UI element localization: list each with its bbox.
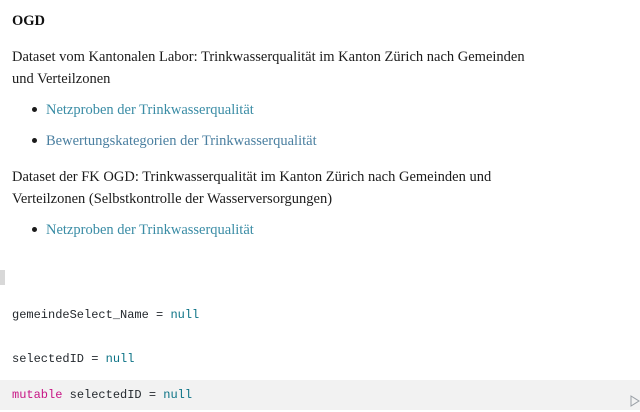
cell-value: null	[170, 308, 200, 322]
list-item	[46, 131, 628, 151]
paragraph-fk-ogd: Dataset der FK OGD: Trinkwasserqualität im Kanton Zürich nach Gemeinden und Verteilzonen (Selbstkontrolle der Wasserversorgungen)	[12, 168, 492, 207]
cell-gutter-marker[interactable]	[0, 270, 5, 285]
link-list-kantonales-labor	[12, 100, 628, 151]
selected-id-cell[interactable]	[0, 344, 640, 374]
code-cell-list	[0, 300, 640, 410]
cell-operator: =	[84, 352, 106, 366]
link-netzproben-trinkwasserqualitaet[interactable]: Netzproben der Trinkwasserqualität	[46, 102, 254, 119]
page-title: OGD	[12, 13, 46, 29]
cell-value: null	[105, 352, 135, 366]
link-bewertungskategorien-trinkwasserqualitaet[interactable]: Bewertungskategorien der Trinkwasserqualität	[46, 132, 317, 149]
cell-variable-name: selectedID	[12, 352, 85, 366]
list-item	[46, 220, 628, 240]
cell-keyword: mutable	[12, 388, 63, 402]
cell-operator: =	[141, 388, 164, 402]
mutable-selected-id-cell[interactable]	[0, 380, 640, 410]
cell-value: null	[163, 388, 193, 402]
list-item	[46, 100, 628, 120]
document-page	[0, 12, 640, 412]
cell-variable-name: gemeindeSelect_Name	[12, 308, 149, 322]
link-netzproben-trinkwasserqualitaet-2[interactable]: Netzproben der Trinkwasserqualität	[46, 222, 254, 239]
cell-variable-name-2: selectedID	[69, 388, 142, 402]
paragraph-kantonales-labor: Dataset vom Kantonalen Labor: Trinkwasserqualität im Kanton Zürich nach Gemeinden und Verteilzonen	[12, 48, 525, 87]
link-list-fk-ogd	[12, 220, 628, 240]
cell-operator: =	[148, 308, 171, 322]
gemeinde-select-name-cell[interactable]	[0, 300, 640, 330]
run-cell-icon[interactable]	[623, 390, 630, 400]
